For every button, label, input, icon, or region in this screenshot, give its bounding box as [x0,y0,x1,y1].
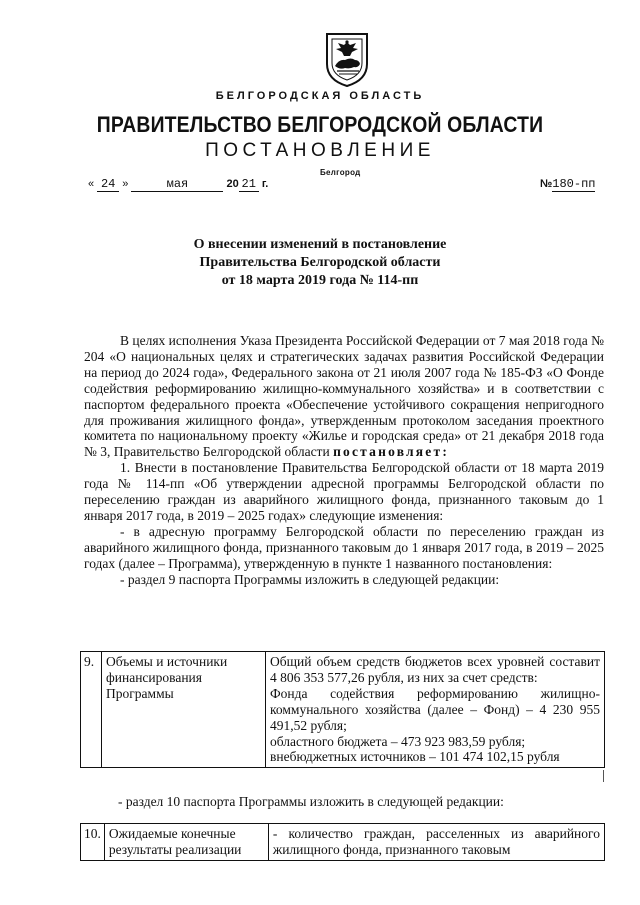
title-line-1: О внесении изменений в постановление [193,237,447,252]
number-prefix: № [540,178,553,190]
funding-extrabudget: внебюджетных источников – 101 474 102,15 рубля [270,749,560,765]
section-9-intro: - раздел 9 паспорта Программы изложить в следующей редакции: [120,571,500,587]
table-row [81,824,605,861]
region-heading: БЕЛГОРОДСКАЯ ОБЛАСТЬ [215,90,425,102]
row-label: Ожидаемые конечные результаты реализации [104,824,268,861]
preamble-paragraph [84,333,604,460]
decree-title [0,236,640,290]
program-change-paragraph: - в адресную программу Белгородской области по переселению граждан из аварийного жилищного фонда, признанного таковым до 1 января 2017 года, в 2019 – 2025 годах (далее – Программа), утвержденную в пункте 1 названного постановления: [84,523,604,571]
title-line-3: от 18 марта 2019 года № 114-пп [221,273,419,288]
date-year-field [239,177,259,192]
item-1-paragraph: 1. Внести в постановление Правительства Белгородской области от 18 марта 2019 года № 114-пп «Об утверждении адресной программы Белгородской области по переселению граждан из аварийного жилищного фонда, признанного таковым до 1 января 2017 года, в 2019 – 2025 годах» следующие изменения: [84,460,604,523]
date-year-suffix: 21 [241,177,256,191]
date-month-field [131,177,223,192]
date-day-field [97,177,119,192]
number-value: 180-пп [552,177,596,191]
government-heading: ПРАВИТЕЛЬСТВО БЕЛГОРОДСКОЙ ОБЛАСТИ [96,112,544,137]
funding-regional: областного бюджета – 473 923 983,59 рубля; [270,733,526,749]
date-year-prefix: 20 [226,178,239,190]
row-number: 10. [81,824,105,861]
funding-total: Общий объем средств бюджетов всех уровней составит 4 806 353 577,26 рубля, из них за счет средств: [270,654,600,685]
decree-date [88,177,268,192]
section-10-intro: - раздел 10 паспорта Программы изложить в следующей редакции: [118,794,504,809]
row-content: - количество граждан, расселенных из аварийного жилищного фонда, признанного таковым [268,824,604,861]
section-10-table [80,823,605,861]
date-month: мая [166,177,189,191]
preamble-text: В целях исполнения Указа Президента Российской Федерации от 7 мая 2018 года № 204 «О национальных целях и стратегических задачах развития Российской Федерации на период до 2024 года», Федерального закона от 21 июля 2007 года № 185-ФЗ «О Фонде содействия реформированию жилищно-коммунального хозяйства» и в соответствии с паспортом федерального проекта «Обеспечение устойчивого сокращения непригодного для проживания жилищного фонда», утвержденным протоколом заседания проектного комитета по национальному проекту «Жилье и городская среда» от 21 декабря 2018 года № 3, Правительство Белгородской области [84,333,604,460]
section-9-table [80,651,605,768]
city-label: Белгород [320,168,361,177]
row-content [266,652,605,768]
row-label: Объемы и источники финансирования Программы [102,652,266,768]
date-year-unit: г. [261,178,269,190]
row-number: 9. [81,652,102,768]
margin-mark [603,770,604,782]
decree-number [540,177,595,192]
date-day: 24 [100,177,116,191]
funding-fund: Фонда содействия реформированию жилищно-коммунального хозяйства (далее – Фонд) – 4 230 955 491,52 рубля; [270,685,600,733]
table-row [81,652,605,768]
decree-heading: ПОСТАНОВЛЕНИЕ [205,140,435,161]
title-line-2: Правительства Белгородской области [199,255,441,270]
date-close-quote: » [122,178,129,190]
decree-body [84,333,604,588]
date-open-quote: « [88,178,95,190]
coat-of-arms-icon [323,30,371,88]
resolves-word: постановляет: [333,444,450,460]
